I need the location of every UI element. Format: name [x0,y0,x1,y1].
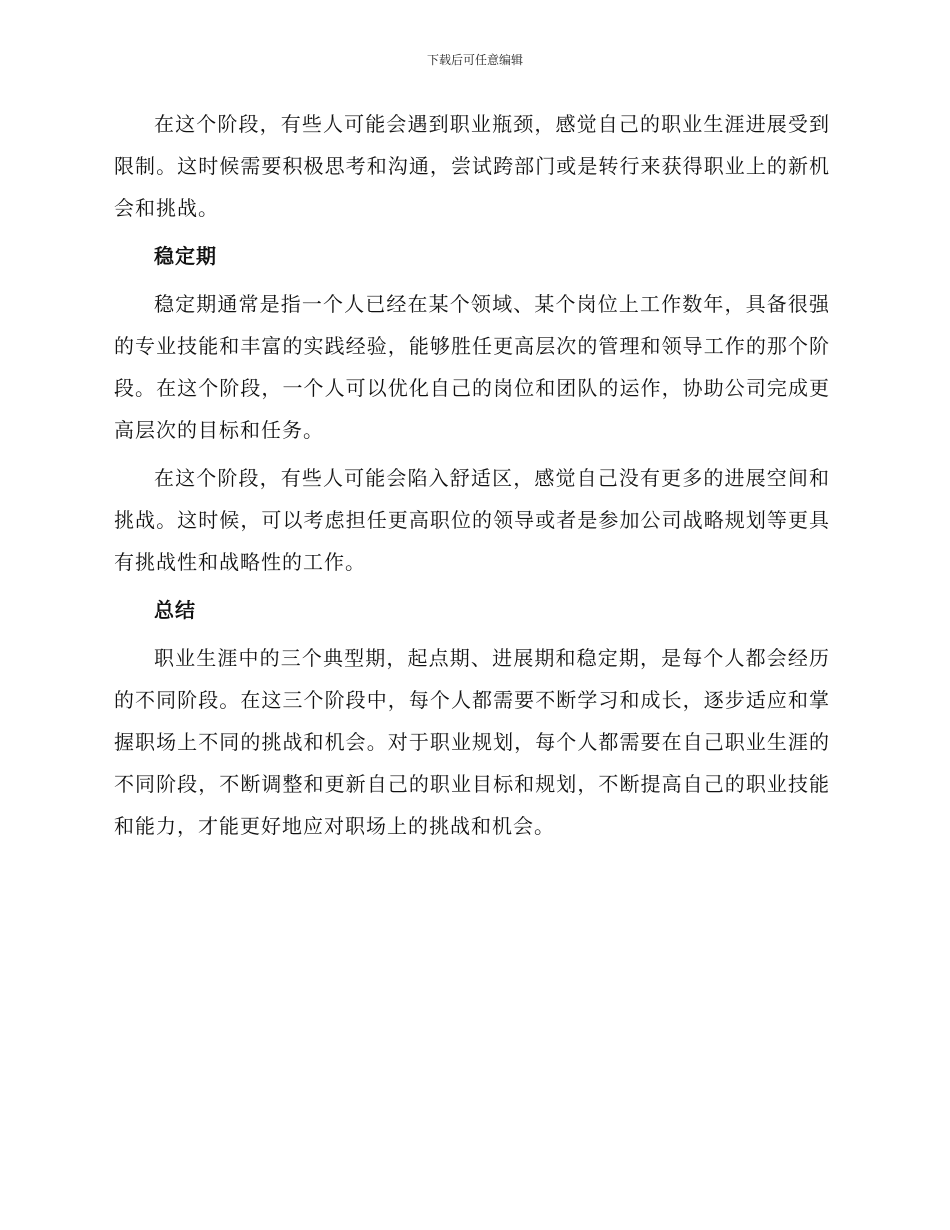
paragraph-stable-period-definition: 稳定期通常是指一个人已经在某个领域、某个岗位上工作数年，具备很强的专业技能和丰富的实践经验，能够胜任更高层次的管理和领导工作的那个阶段。在这个阶段，一个人可以优化自己的岗位和团队的运作，协助公司完成更高层次的目标和任务。 [114,292,830,442]
heading-stable-period: 稳定期 [154,244,217,268]
page-header: 下载后可任意编辑 [426,53,523,67]
paragraph-comfort-zone: 在这个阶段，有些人可能会陷入舒适区，感觉自己没有更多的进展空间和挑战。这时候，可以考虑担任更高职位的领导或者是参加公司战略规划等更具有挑战性和战略性的工作。 [114,466,830,574]
heading-summary: 总结 [154,598,196,622]
document-body [114,103,830,853]
paragraph-summary: 职业生涯中的三个典型期，起点期、进展期和稳定期，是每个人都会经历的不同阶段。在这三个阶段中，每个人都需要不断学习和成长，逐步适应和掌握职场上不同的挑战和机会。对于职业规划，每个人都需要在自己职业生涯的不同阶段，不断调整和更新自己的职业目标和规划，不断提高自己的职业技能和能力，才能更好地应对职场上的挑战和机会。 [114,646,830,838]
paragraph-career-bottleneck: 在这个阶段，有些人可能会遇到职业瓶颈，感觉自己的职业生涯进展受到限制。这时候需要积极思考和沟通，尝试跨部门或是转行来获得职业上的新机会和挑战。 [114,112,830,220]
